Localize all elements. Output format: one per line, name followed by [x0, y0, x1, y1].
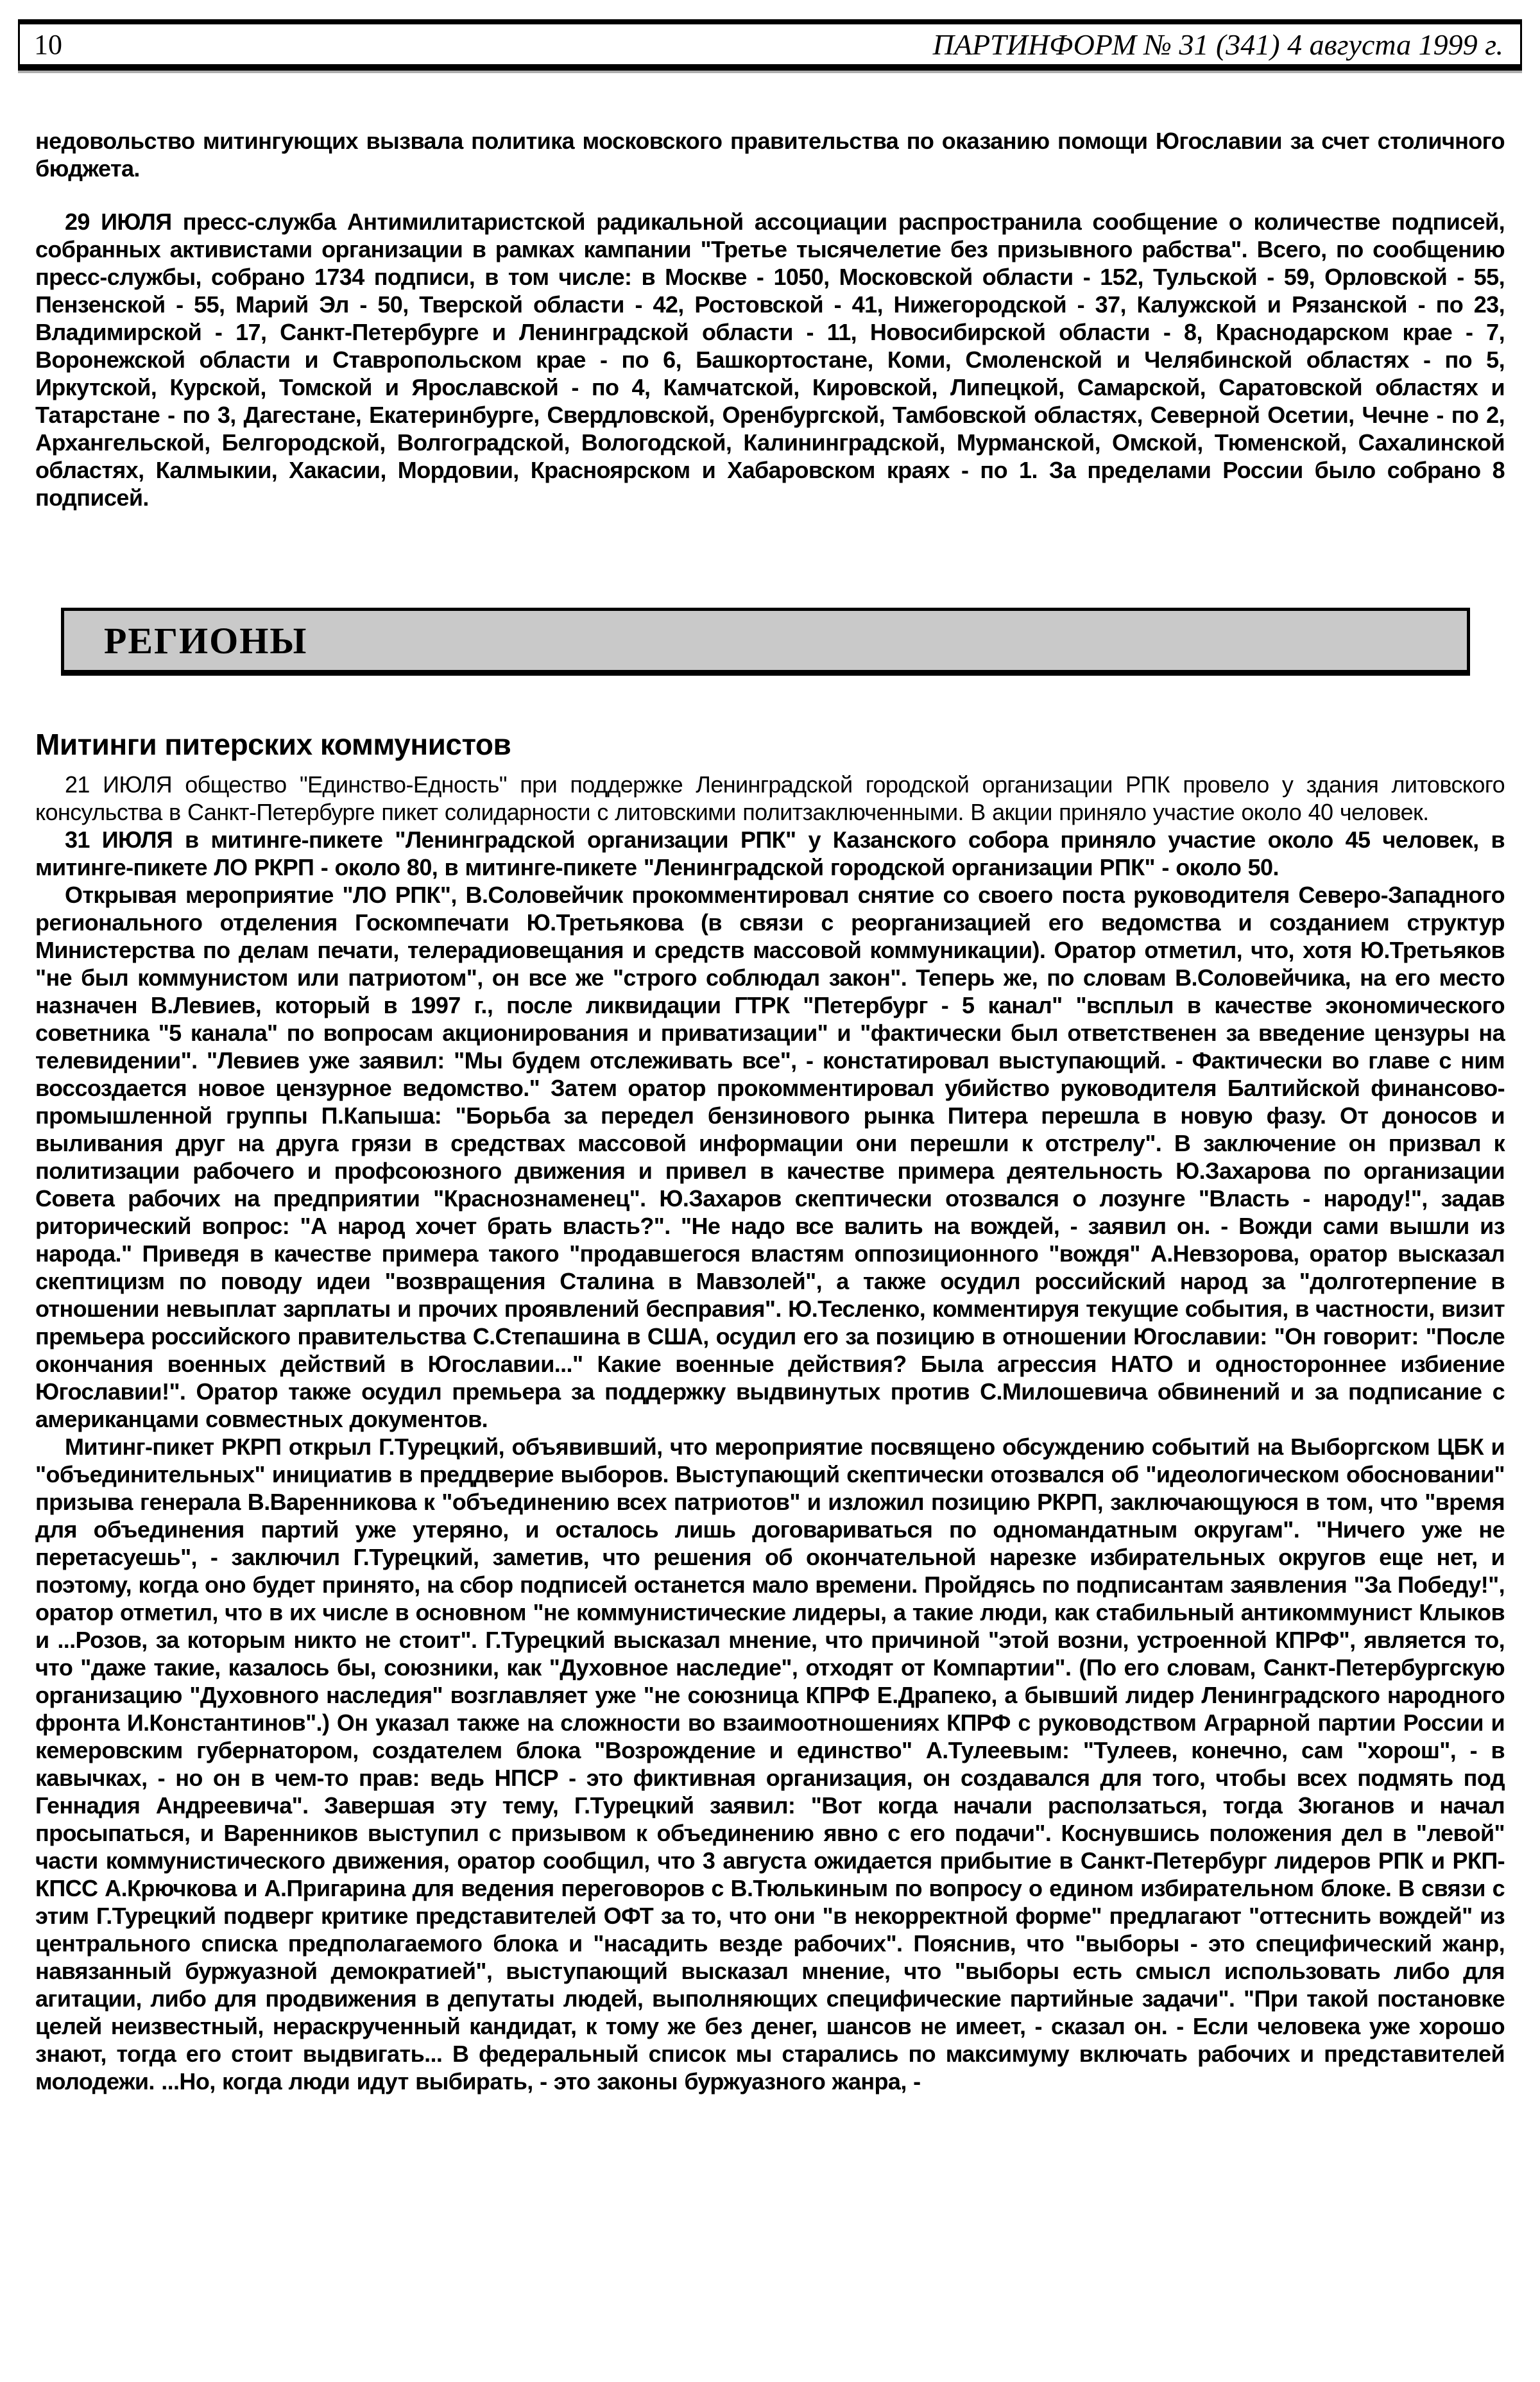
paragraph-july29-signatures: 29 ИЮЛЯ пресс-служба Антимилитаристской радикальной ассоциации распространила сообщение о количестве подписей, собранных активистами организации в рамках кампании "Третье тысячелетие без призывного рабства". Всего, по сообщению пресс-службы, собрано 1734 подписи, в том числе: в Москве - 1050, Московской области - 152, Тульской - 59, Орловской - 55, Пензенской - 55, Марий Эл - 50, Тверской области - 42, Ростовской - 41, Нижегородской - 37, Калужской и Рязанской - по 23, Владимирской - 17, Санкт-Петербурге и Ленинградской области - 11, Новосибирской области - 8, Краснодарском крае - 7, Воронежской области и Ставропольском крае - по 6, Башкортостане, Коми, Смоленской и Челябинской областях - по 5, Иркутской, Курской, Томской и Ярославской - по 4, Камчатской, Кировской, Липецкой, Самарской, Саратовской областях и Татарстане - по 3, Дагестане, Екатеринбурге, Свердловской, Оренбургской, Тамбовской областях, Северной Осетии, Чечне - по 2, Архангельской, Белгородской, Волгоградской, Вологодской, Калининградской, Мурманской, Омской, Тюменской, Сахалинской областях, Калмыкии, Хакасии, Мордовии, Красноярском и Хабаровском краях - по 1. За пределами России было собрано 8 подписей.: [35, 209, 1505, 511]
article-paragraph-solovejchik: Открывая мероприятие "ЛО РПК", В.Соловейчик прокомментировал снятие со своего поста руководителя Северо-Западного регионального отделения Госкомпечати Ю.Третьякова (в связи с реорганизацией его ведомства и созданием структур Министерства по делам печати, телерадиовещания и средств массовой коммуникации). Оратор отметил, что, хотя Ю.Третьяков "не был коммунистом или патриотом", он все же "строго соблюдал закон". Теперь же, по словам В.Соловейчика, на его место назначен В.Левиев, который в 1997 г., после ликвидации ГТРК "Петербург - 5 канал" "всплыл в качестве экономического советника "5 канала" по вопросам акционирования и приватизации" и "фактически был ответственен за введение цензуры на телевидении". "Левиев уже заявил: "Мы будем отслеживать все", - констатировал выступающий. - Фактически во главе с ним воссоздается новое цензурное ведомство." Затем оратор прокомментировал убийство руководителя Балтийской финансово-промышленной группы П.Капыша: "Борьба за передел бензинового рынка Питера перешла в новую фазу. От доносов и выливания друг на друга грязи в средствах массовой информации они перешли к отстрелу". В заключение он призвал к политизации рабочего и профсоюзного движения и привел в качестве примера деятельность Ю.Захарова по организации Совета рабочих на предприятии "Краснознаменец". Ю.Захаров скептически отозвался о лозунге "Власть - народу!", задав риторический вопрос: "А народ хочет брать власть?". "Не надо все валить на вождей, - заявил он. - Вожди сами вышли из народа." Приведя в качестве примера такого "продавшегося властям оппозиционного "вождя" А.Невзорова, оратор высказал скептицизм по поводу идеи "возвращения Сталина в Мавзолей", а также осудил российский народ за "долготерпение в отношении невыплат зарплаты и прочих проявлений бесправия". Ю.Тесленко, комментируя текущие события, в частности, визит премьера российского правительства С.Степашина в США, осудил его за позицию в отношении Югославии: "Он говорит: "После окончания военных действий в Югославии..." Какие военные действия? Была агрессия НАТО и одностороннее избиение Югославии!". Оратор также осудил премьера за поддержку выдвинутых против С.Милошевича обвинений и за подписание с американцами совместных документов.: [35, 882, 1505, 1432]
masthead-title: ПАРТИНФОРМ № 31 (341) 4 августа 1999 г.: [932, 28, 1503, 61]
article-headline: Митинги питерских коммунистов: [35, 728, 511, 761]
article-paragraph-turetsky: Митинг-пикет РКРП открыл Г.Турецкий, объявивший, что мероприятие посвящено обсуждению событий на Выборгском ЦБК и "объединительных" инициатив в преддверие выборов. Выступающий скептически отозвался об "идеологическом обосновании" призыва генерала В.Варенникова к "объединению всех патриотов" и изложил позицию РКРП, заключающуюся в том, что "время для объединения партий уже утеряно, и осталось лишь договариваться по одномандатным округам". "Ничего уже не перетасуешь", - заключил Г.Турецкий, заметив, что решения об окончательной нарезке избирательных округов еще нет, и поэтому, когда оно будет принято, на сбор подписей останется мало времени. Пройдясь по подписантам заявления "За Победу!", оратор отметил, что в их числе в основном "не коммунистические лидеры, а такие люди, как стабильный антикоммунист Клыков и ...Розов, за которым никто не стоит". Г.Турецкий высказал мнение, что причиной "этой возни, устроенной КПРФ", является то, что "даже такие, казалось бы, союзники, как "Духовное наследие", отходят от Компартии". (По его словам, Санкт-Петербургскую организацию "Духовного наследия" возглавляет уже "не союзница КПРФ Е.Драпеко, а бывший лидер Ленинградского народного фронта И.Константинов".) Он указал также на сложности во взаимоотношениях КПРФ с руководством Аграрной партии России и кемеровским губернатором, создателем блока "Возрождение и единство" А.Тулеевым: "Тулеев, конечно, сам "хорош", - в кавычках, - но он в чем-то прав: ведь НПСР - это фиктивная организация, он создавался для того, чтобы всех подмять под Геннадия Андреевича". Завершая эту тему, Г.Турецкий заявил: "Вот когда начали расползаться, тогда Зюганов и начал просыпаться, и Варенников выступил с призывом к объединению явно с его подачи". Коснувшись положения дел в "левой" части коммунистического движения, оратор сообщил, что 3 августа ожидается прибытие в Санкт-Петербург лидеров РПК и РКП-КПСС А.Крючкова и А.Пригарина для ведения переговоров с В.Тюлькиным по вопросу о едином избирательном блоке. В связи с этим Г.Турецкий подверг критике представителей ОФТ за то, что они "в некорректной форме" предлагают "оттеснить вождей" из центрального списка предполагаемого блока и "насадить везде рабочих". Пояснив, что "выборы - это специфический жанр, навязанный буржуазной демократией", выступающий высказал мнение, что "выборы есть смысл использовать либо для агитации, либо для продвижения в депутаты людей, выполняющих специфические партийные задачи". "При такой постановке целей неизвестный, нераскрученный кандидат, к тому же без денег, шансов не имеет, - сказал он. - Если человека уже хорошо знают, тогда его стоит выдвигать... В федеральный список мы старались по максимуму включать рабочих и представителей молодежи. ...Но, когда люди идут выбирать, - это законы буржуазного жанра, -: [35, 1434, 1505, 2095]
article-paragraph-july31: 31 ИЮЛЯ в митинге-пикете "Ленинградской организации РПК" у Казанского собора приняло участие около 45 человек, в митинге-пикете ЛО РКРП - около 80, в митинге-пикете "Ленинградской городской организации РПК" - около 50.: [35, 827, 1505, 880]
paragraph-continued-from-previous-page: недовольство митингующих вызвала политика московского правительства по оказанию помощи Югославии за счет столичного бюджета.: [35, 128, 1505, 182]
article-paragraph-july21: 21 ИЮЛЯ общество "Единство-Едность" при поддержке Ленинградской городской организации РПК провело у здания литовского консульства в Санкт-Петербурге пикет солидарности с литовскими политзаключенными. В акции приняло участие около 40 человек.: [35, 771, 1505, 825]
page-header: [18, 19, 1522, 71]
page-number: 10: [34, 28, 62, 60]
section-banner-regions: [61, 608, 1470, 676]
page-content: [35, 127, 1505, 2095]
section-title: РЕГИОНЫ: [104, 619, 308, 662]
